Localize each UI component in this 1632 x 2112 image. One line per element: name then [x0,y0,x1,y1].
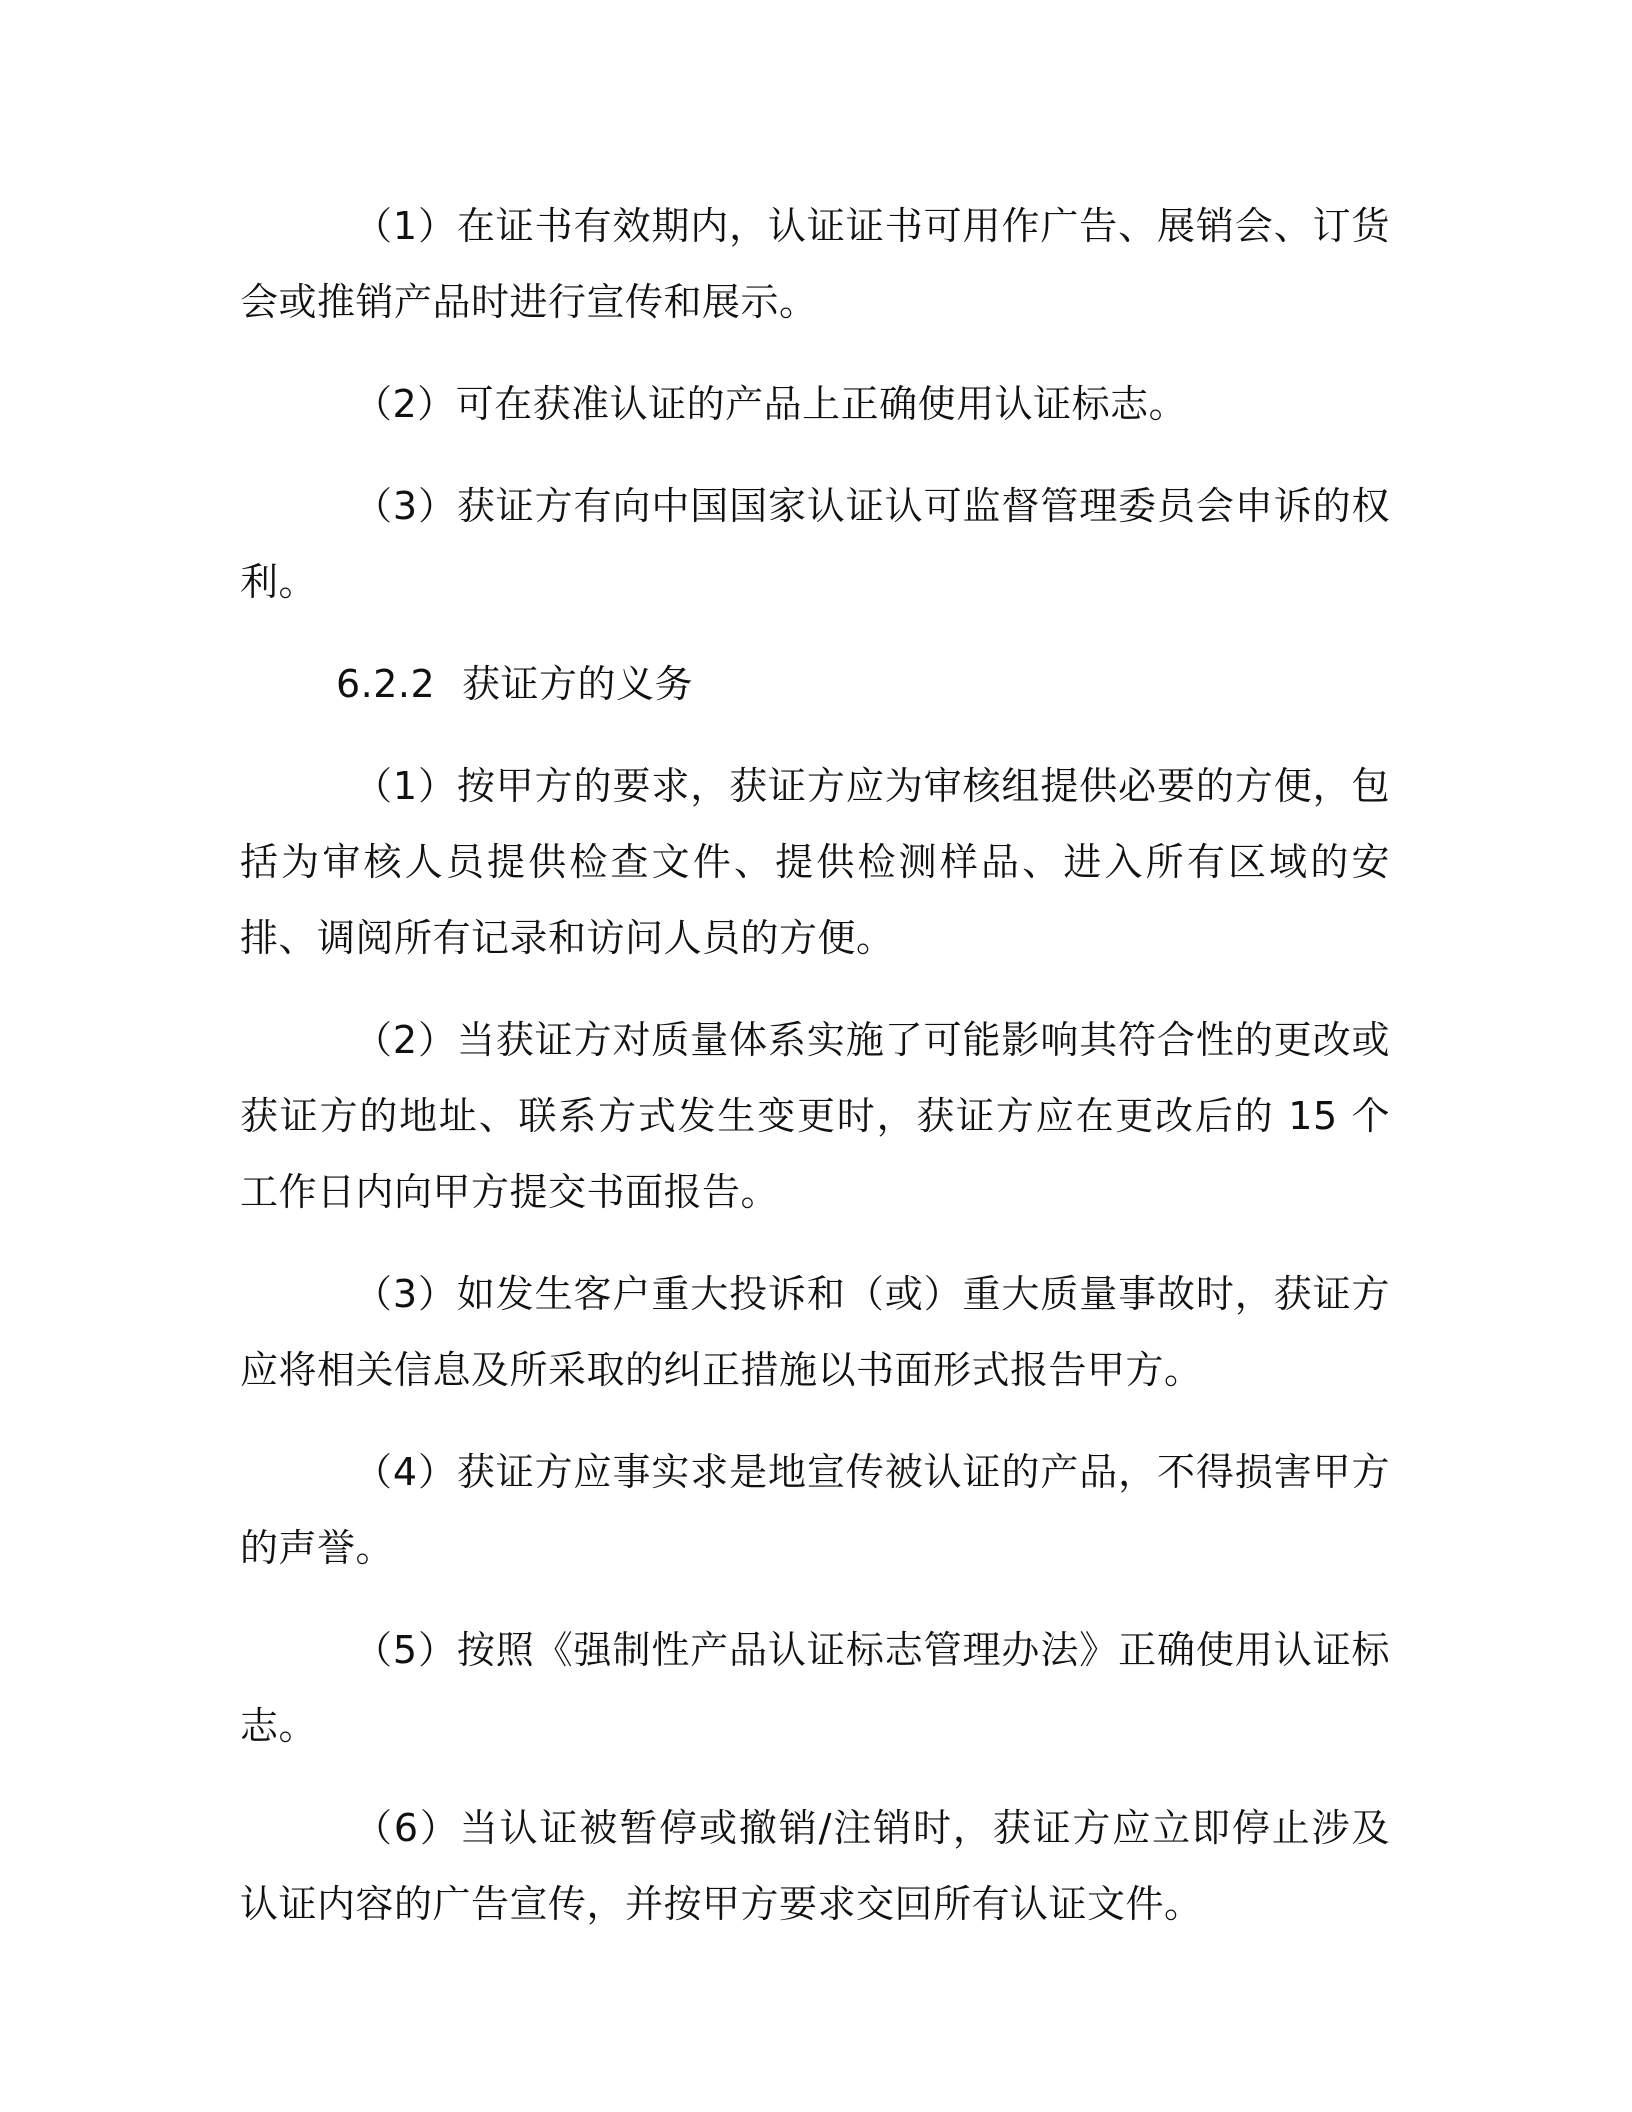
rights-item-3: （3）获证方有向中国国家认证认可监督管理委员会申诉的权利。 [240,484,1390,604]
section-heading [240,646,1390,722]
obligation-item-5: （5）按照《强制性产品认证标志管理办法》正确使用认证标志。 [240,1628,1390,1748]
obligation-item-3: （3）如发生客户重大投诉和（或）重大质量事故时，获证方应将相关信息及所采取的纠正措施以书面形式报告甲方。 [240,1272,1390,1392]
section-number: 6.2.2 [336,662,436,706]
rights-item-2: （2）可在获准认证的产品上正确使用认证标志。 [354,382,1188,426]
obligation-item-2: （2）当获证方对质量体系实施了可能影响其符合性的更改或获证方的地址、联系方式发生变更时，获证方应在更改后的 15 个工作日内向甲方提交书面报告。 [240,1018,1390,1214]
obligation-item-4: （4）获证方应事实求是地宣传被认证的产品，不得损害甲方的声誉。 [240,1450,1390,1570]
rights-item-1: （1）在证书有效期内，认证证书可用作广告、展销会、订货会或推销产品时进行宣传和展示。 [240,204,1390,324]
document-page [240,188,1390,1968]
obligation-item-1: （1）按甲方的要求，获证方应为审核组提供必要的方便，包括为审核人员提供检查文件、提供检测样品、进入所有区域的安排、调阅所有记录和访问人员的方便。 [240,764,1390,960]
section-title: 获证方的义务 [462,662,694,706]
obligation-item-6: （6）当认证被暂停或撤销/注销时，获证方应立即停止涉及认证内容的广告宣传，并按甲方要求交回所有认证文件。 [240,1806,1390,1926]
